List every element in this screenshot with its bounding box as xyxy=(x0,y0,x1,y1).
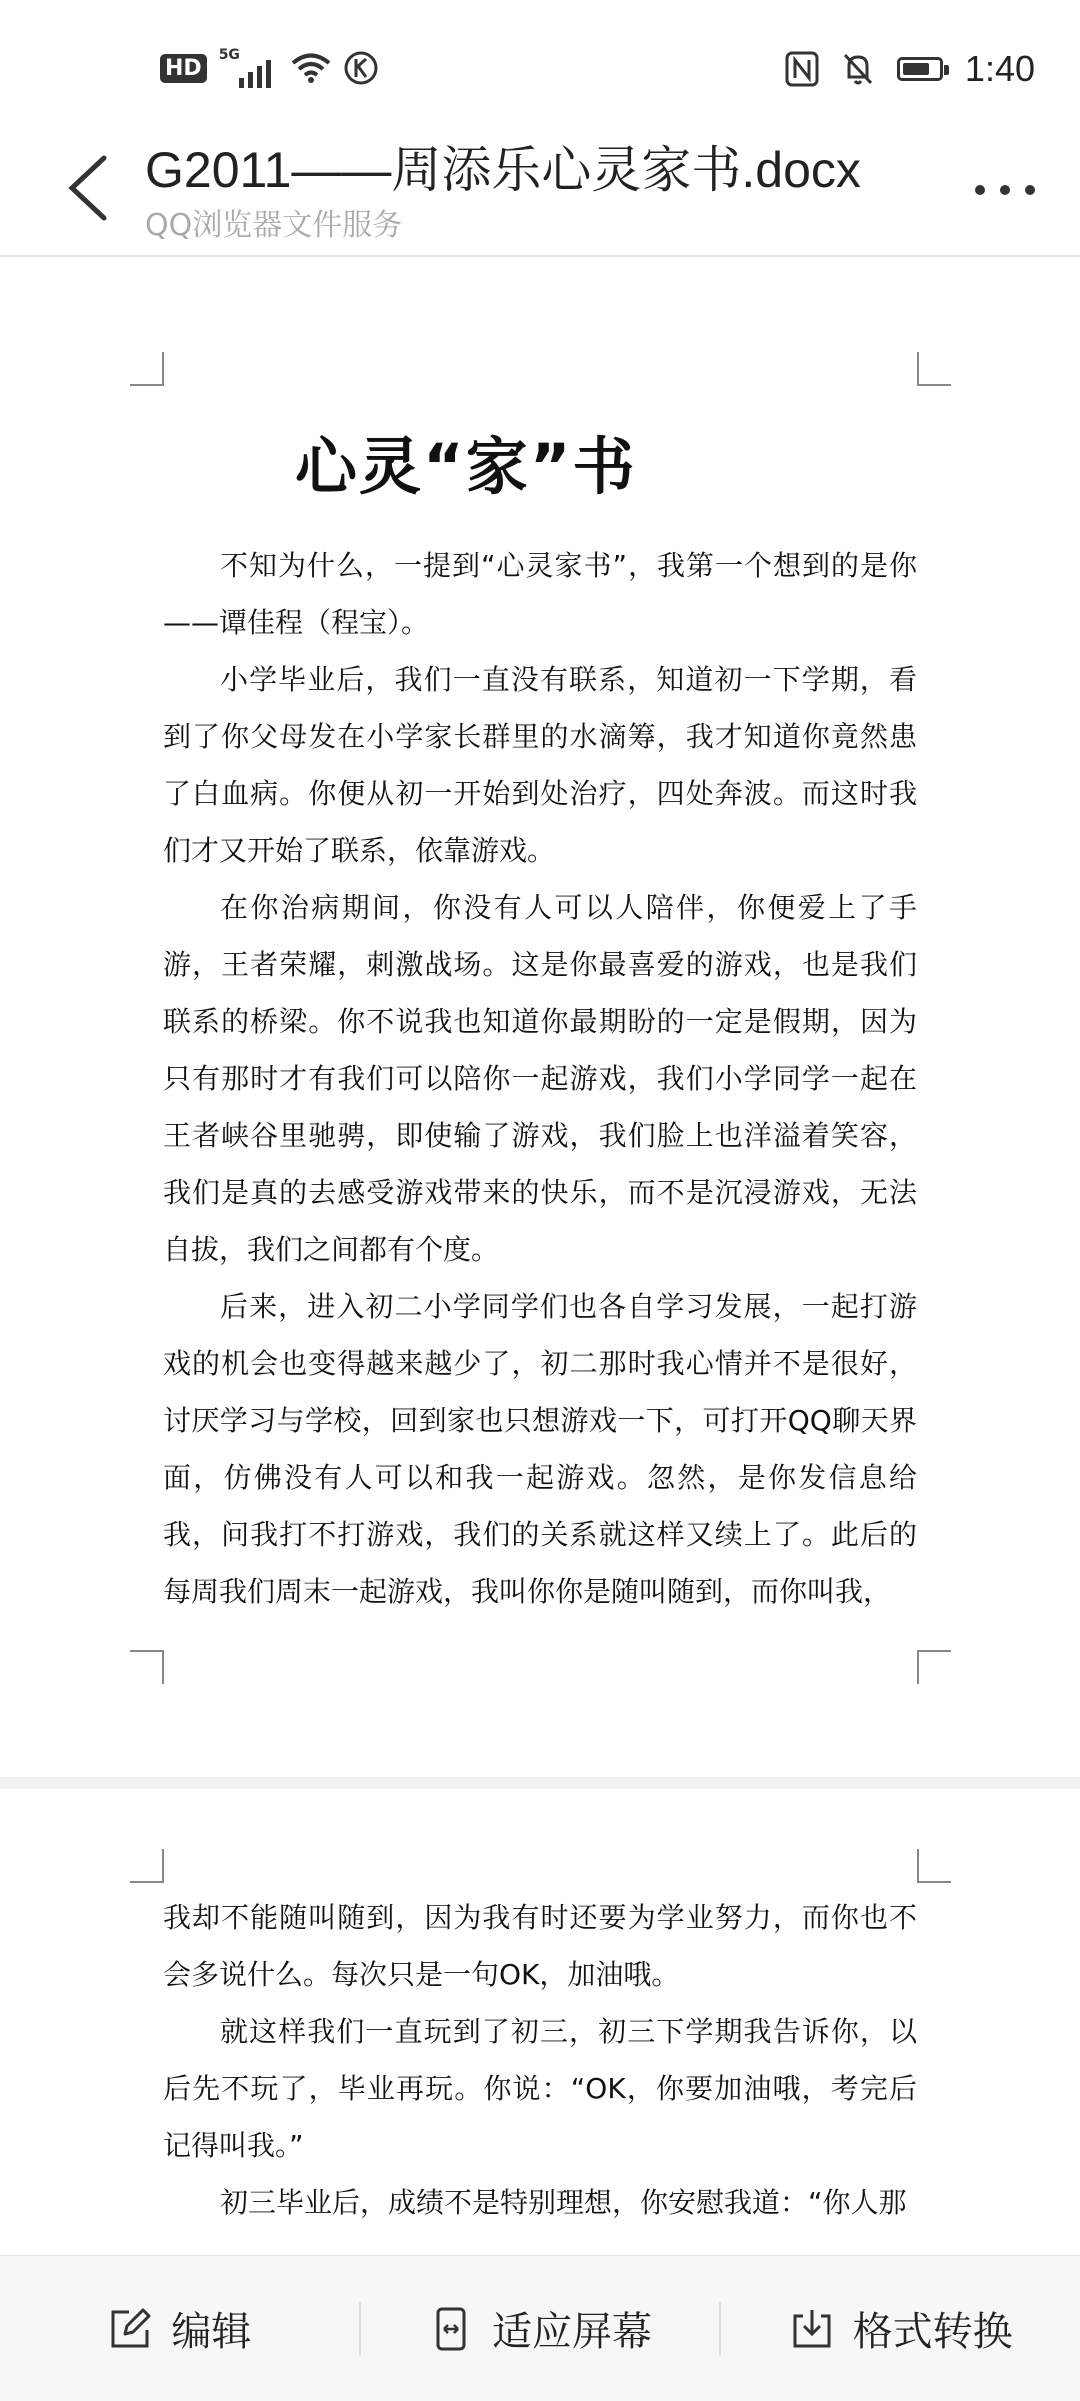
app-header xyxy=(0,130,1080,257)
edit-icon xyxy=(107,2306,153,2352)
format-convert-label: 格式转换 xyxy=(852,2309,1013,2355)
file-title: G2011——周添乐心灵家书.docx xyxy=(145,142,861,198)
margin-corner-mark xyxy=(917,1849,951,1883)
paragraph: 小学毕业后，我们一直没有联系，知道初一下学期，看到了你父母发在小学家长群里的水滴筹，我才知道你竟然患了白血病。你便从初一开始到处治疗，四处奔波。而这时我们才又开始了联系，依靠游戏。 xyxy=(163,663,917,867)
edit-button[interactable] xyxy=(0,2256,359,2401)
document-title: 心灵“家”书 xyxy=(295,430,637,503)
status-left xyxy=(160,48,379,88)
paragraph: 不知为什么，一提到“心灵家书”，我第一个想到的是你——谭佳程（程宝）。 xyxy=(163,549,917,639)
paragraph: 初三毕业后，成绩不是特别理想，你安慰我道：“你人那 xyxy=(220,2186,907,2219)
format-convert-button[interactable] xyxy=(721,2256,1080,2401)
status-bar xyxy=(0,0,1080,135)
paragraph: 在你治病期间，你没有人可以人陪伴，你便爱上了手游，王者荣耀，刺激战场。这是你最喜爱的游戏，也是我们联系的桥梁。你不说我也知道你最期盼的一定是假期，因为只有那时才有我们可以陪你一起游戏，我们小学同学一起在王者峡谷里驰骋，即使输了游戏，我们脸上也洋溢着笑容，我们是真的去感受游戏带来的快乐，而不是沉浸游戏，无法自拔，我们之间都有个度。 xyxy=(163,891,917,1266)
paragraph: 后来，进入初二小学同学们也各自学习发展，一起打游戏的机会也变得越来越少了，初二那时我心情并不是很好，讨厌学习与学校，回到家也只想游戏一下，可打开QQ聊天界面，仿佛没有人可以和我一起游戏。忽然，是你发信息给我，问我打不打游戏，我们的关系就这样又续上了。此后的每周我们周末一起游戏，我叫你你是随叫随到，而你叫我， xyxy=(163,1290,917,1608)
more-options-icon[interactable] xyxy=(970,170,1040,210)
margin-corner-mark xyxy=(130,1849,164,1883)
document-body xyxy=(163,537,917,1620)
nfc-icon xyxy=(785,51,819,87)
back-arrow-icon[interactable] xyxy=(60,148,120,228)
document-page-2 xyxy=(0,1789,1080,2257)
margin-corner-mark xyxy=(917,352,951,386)
fit-screen-button[interactable] xyxy=(361,2256,720,2401)
document-viewer[interactable] xyxy=(0,257,1080,2257)
hd-icon: HD xyxy=(160,54,207,83)
margin-corner-mark xyxy=(130,1650,164,1684)
battery-icon xyxy=(897,57,943,81)
document-page-1 xyxy=(0,257,1080,1777)
edit-label: 编辑 xyxy=(171,2309,252,2355)
download-convert-icon xyxy=(789,2306,835,2352)
cellular-signal-icon xyxy=(219,48,279,88)
fit-screen-icon xyxy=(428,2306,474,2352)
fit-screen-label: 适应屏幕 xyxy=(492,2309,652,2355)
bottom-toolbar xyxy=(0,2255,1080,2401)
paragraph-continuation: 我却不能随叫随到，因为我有时还要为学业努力，而你也不会多说什么。每次只是一句OK，加油哦。 xyxy=(163,1901,917,1991)
file-source-subtitle: QQ浏览器文件服务 xyxy=(145,208,403,243)
status-right xyxy=(785,48,1035,90)
clock-time: 1:40 xyxy=(964,48,1035,89)
network-type-label: 5G xyxy=(218,47,240,63)
paragraph: 就这样我们一直玩到了初三，初三下学期我告诉你，以后先不玩了，毕业再玩。你说：“OK，你要加油哦，考完后记得叫我。” xyxy=(163,2015,917,2162)
k-app-icon xyxy=(343,50,379,86)
wifi-icon xyxy=(291,52,331,84)
battery-fill xyxy=(903,63,929,75)
mute-bell-icon xyxy=(841,51,875,87)
margin-corner-mark xyxy=(917,1650,951,1684)
margin-corner-mark xyxy=(130,352,164,386)
document-body xyxy=(163,1889,917,2231)
